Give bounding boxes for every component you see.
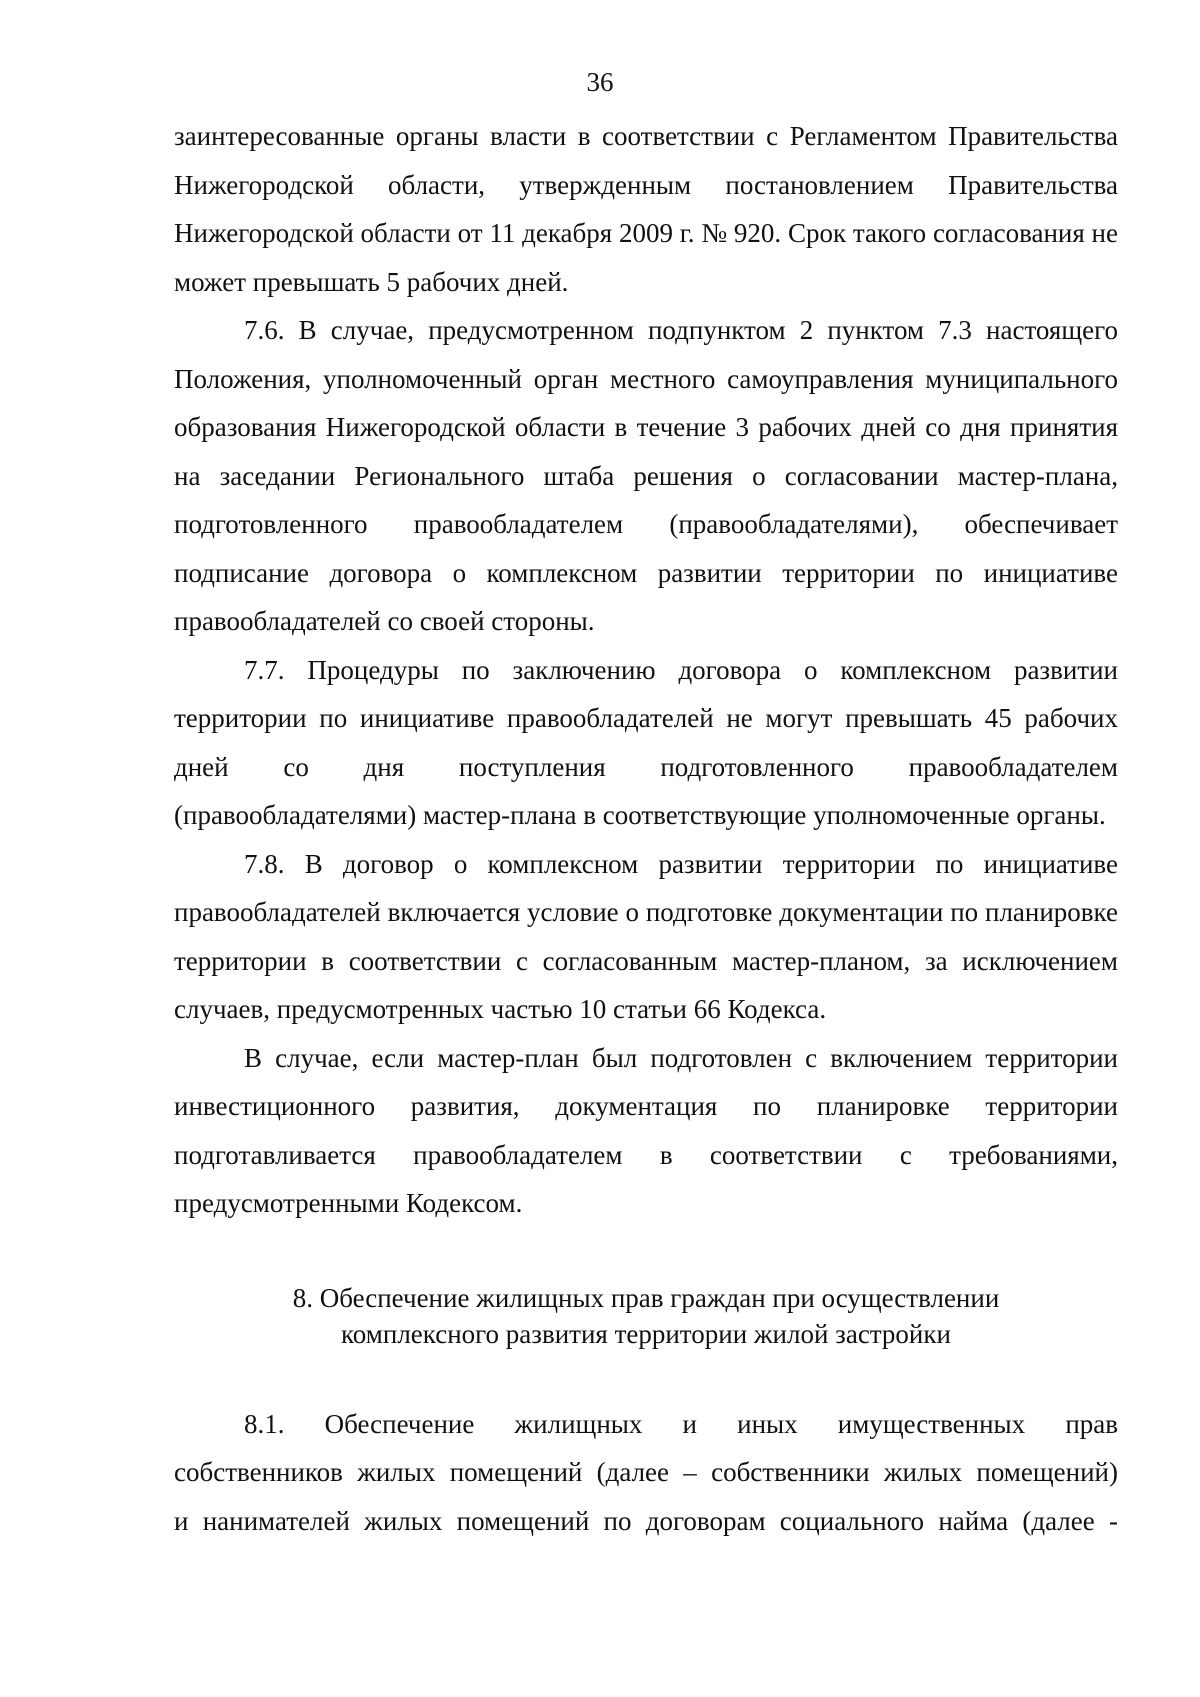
- paragraph-8-1: [174, 1400, 1118, 1546]
- section-heading-line-2: комплексного развития территории жилой застройки: [341, 1318, 951, 1349]
- paragraph-7-6: 7.6. В случае, предусмотренном подпунктом 2 пунктом 7.3 настоящего Положения, уполномоченный орган местного самоуправления муниципального образования Нижегородской области в течение 3 рабочих дней со дня принятия на заседании Регионального штаба решения о согласовании мастер-плана, подготовленного правообладателем (правообладателями), обеспечивает подписание договора о комплексном развитии территории по инициативе правообладателей со своей стороны.: [174, 315, 1118, 636]
- paragraph-continuation: заинтересованные органы власти в соответствии с Регламентом Правительства Нижегородской области, утвержденным постановлением Правительства Нижегородской области от 11 декабря 2009 г. № 920. Срок такого согласования не может превышать 5 рабочих дней.: [174, 121, 1118, 297]
- paragraph-8-1-line-1: 8.1. Обеспечение жилищных и иных имущественных прав: [244, 1408, 1118, 1439]
- section-heading: [174, 1280, 1118, 1352]
- paragraph-8-1-line-2: собственников жилых помещений (далее – собственники жилых помещений): [174, 1457, 1118, 1487]
- paragraph-8-1-line-3: и нанимателей жилых помещений по договорам социального найма (далее -: [174, 1505, 1118, 1536]
- paragraph-master-plan-case: В случае, если мастер-план был подготовлен с включением территории инвестиционного развития, документация по планировке территории подготавливается правообладателем в соответствии с требованиями, предусмотренными Кодексом.: [174, 1042, 1118, 1218]
- document-body: [174, 112, 1118, 1545]
- section-heading-line-1: 8. Обеспечение жилищных прав граждан при осуществлении: [292, 1282, 1000, 1313]
- page-number: 36: [586, 67, 614, 97]
- paragraph-7-7: 7.7. Процедуры по заключению договора о комплексном развитии территории по инициативе правообладателей не могут превышать 45 рабочих дней со дня поступления подготовленного правообладателем (правообладателями) мастер-плана в соответствующие уполномоченные органы.: [174, 654, 1118, 830]
- paragraph-7-8: 7.8. В договор о комплексном развитии территории по инициативе правообладателей включается условие о подготовке документации по планировке территории в соответствии с согласованным мастер-планом, за исключением случаев, предусмотренных частью 10 статьи 66 Кодекса.: [174, 848, 1118, 1024]
